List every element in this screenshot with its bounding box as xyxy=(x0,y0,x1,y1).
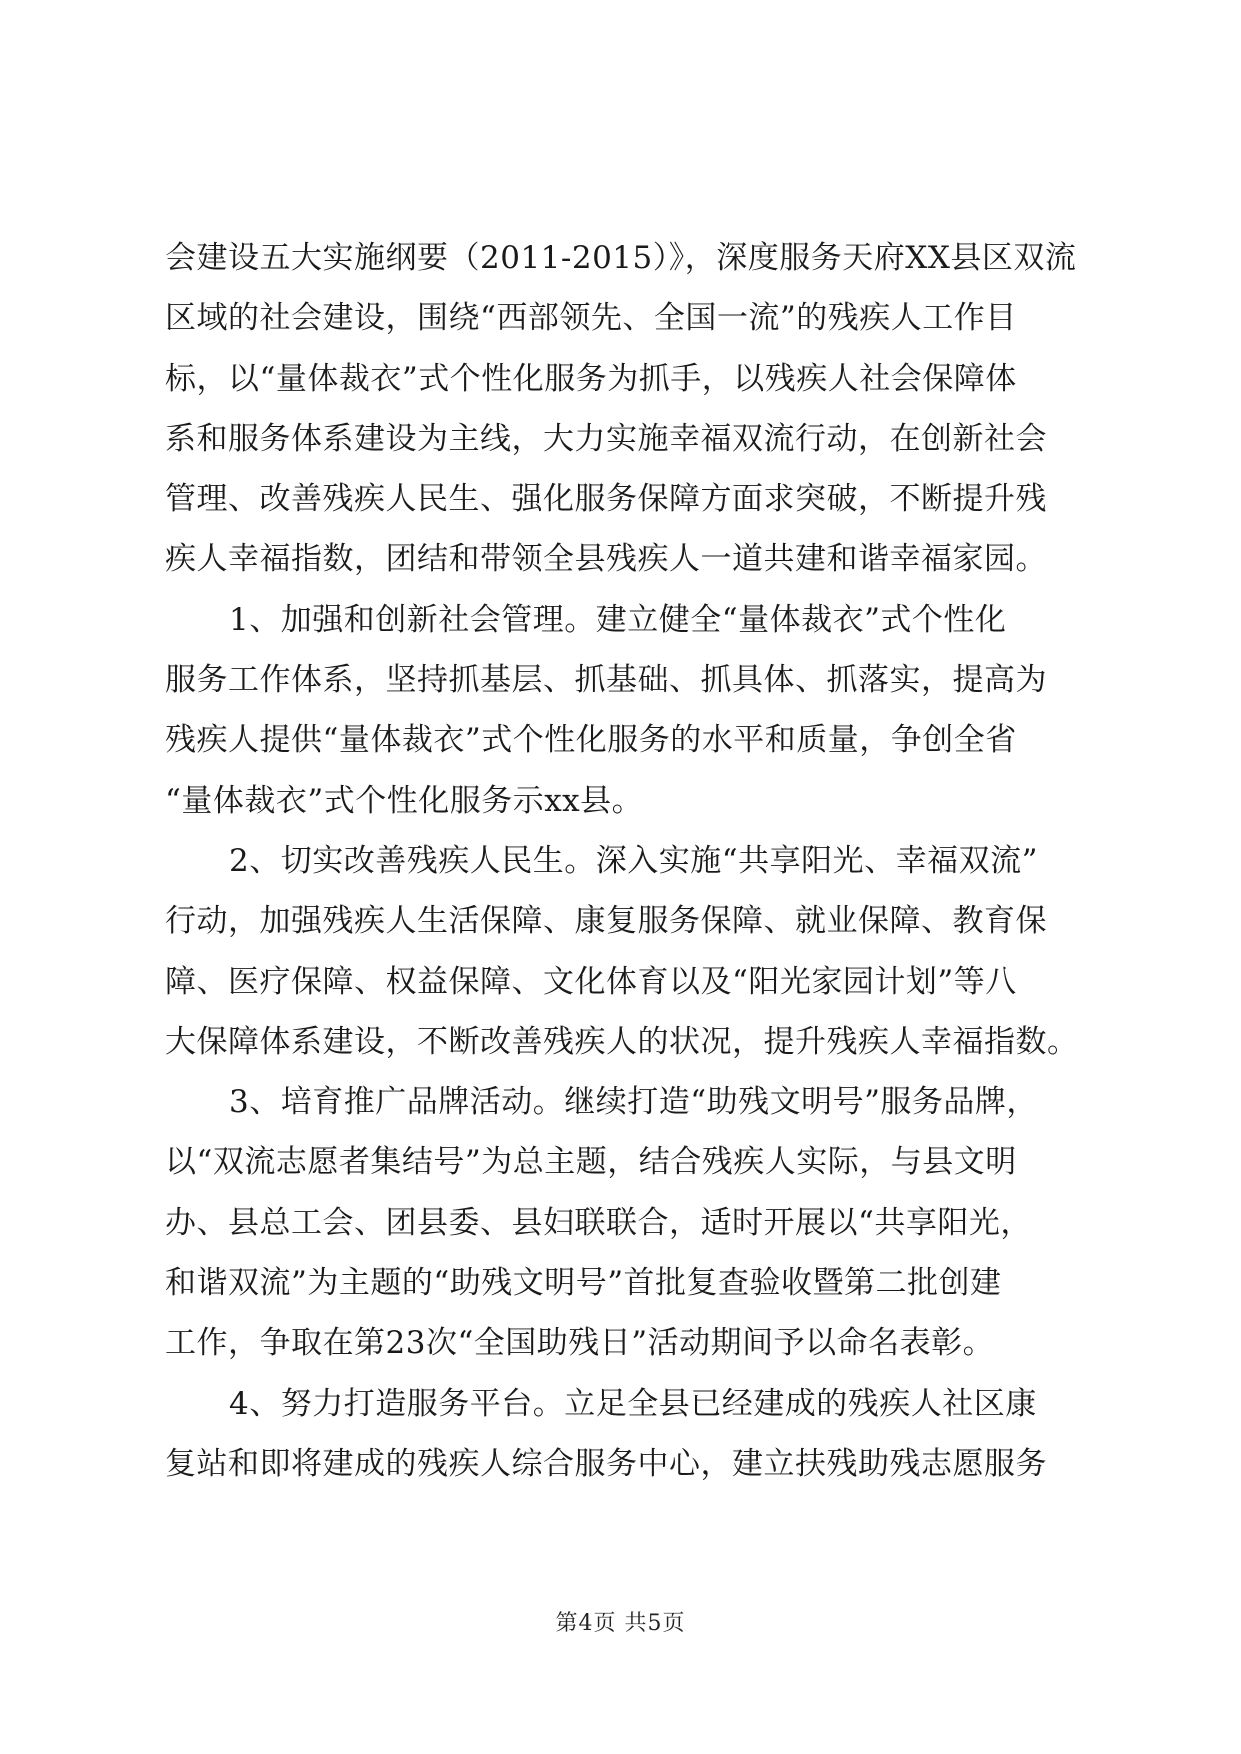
paragraph-1-start: 1、加强和创新社会管理。建立健全“量体裁衣”式个性化 xyxy=(229,601,1007,638)
text-line: 残疾人提供“量体裁衣”式个性化服务的水平和质量，争创全省 xyxy=(165,722,1017,759)
text-line: 办、县总工会、团县委、县妇联联合，适时开展以“共享阳光， xyxy=(165,1204,1032,1241)
text-line: 复站和即将建成的残疾人综合服务中心，建立扶残助残志愿服务 xyxy=(165,1445,1047,1482)
text-line: 管理、改善残疾人民生、强化服务保障方面求突破，不断提升残 xyxy=(165,481,1047,518)
body-text xyxy=(165,228,1085,1494)
text-line: 大保障体系建设，不断改善残疾人的状况，提升残疾人幸福指数。 xyxy=(165,1023,1079,1060)
text-line: 标，以“量体裁衣”式个性化服务为抓手，以残疾人社会保障体 xyxy=(165,360,1017,397)
text-line: 区域的社会建设，围绕“西部领先、全国一流”的残疾人工作目 xyxy=(165,300,1017,337)
paragraph-4-start: 4、努力打造服务平台。立足全县已经建成的残疾人社区康 xyxy=(229,1385,1037,1422)
paragraph-3-start: 3、培育推广品牌活动。继续打造“助残文明号”服务品牌， xyxy=(229,1084,1038,1121)
text-line: 疾人幸福指数，团结和带领全县残疾人一道共建和谐幸福家园。 xyxy=(165,541,1047,578)
text-line: 系和服务体系建设为主线，大力实施幸福双流行动，在创新社会 xyxy=(165,420,1047,457)
text-line: 以“双流志愿者集结号”为总主题，结合残疾人实际，与县文明 xyxy=(165,1144,1017,1181)
text-line: 会建设五大实施纲要（2011-2015）》，深度服务天府XX县区双流 xyxy=(165,240,1077,276)
text-line: “量体裁衣”式个性化服务示xx县。 xyxy=(165,782,644,819)
text-line: 工作，争取在第23次“全国助残日”活动期间予以命名表彰。 xyxy=(165,1325,995,1362)
text-line: 障、医疗保障、权益保障、文化体育以及“阳光家园计划”等八 xyxy=(165,963,1017,1000)
text-line: 和谐双流”为主题的“助残文明号”首批复查验收暨第二批创建 xyxy=(165,1265,1002,1302)
text-line: 行动，加强残疾人生活保障、康复服务保障、就业保障、教育保 xyxy=(165,903,1047,940)
text-line: 服务工作体系，坚持抓基层、抓基础、抓具体、抓落实，提高为 xyxy=(165,662,1047,699)
page-footer: 第4页 共5页 xyxy=(555,1611,686,1636)
paragraph-2-start: 2、切实改善残疾人民生。深入实施“共享阳光、幸福双流” xyxy=(229,842,1038,879)
